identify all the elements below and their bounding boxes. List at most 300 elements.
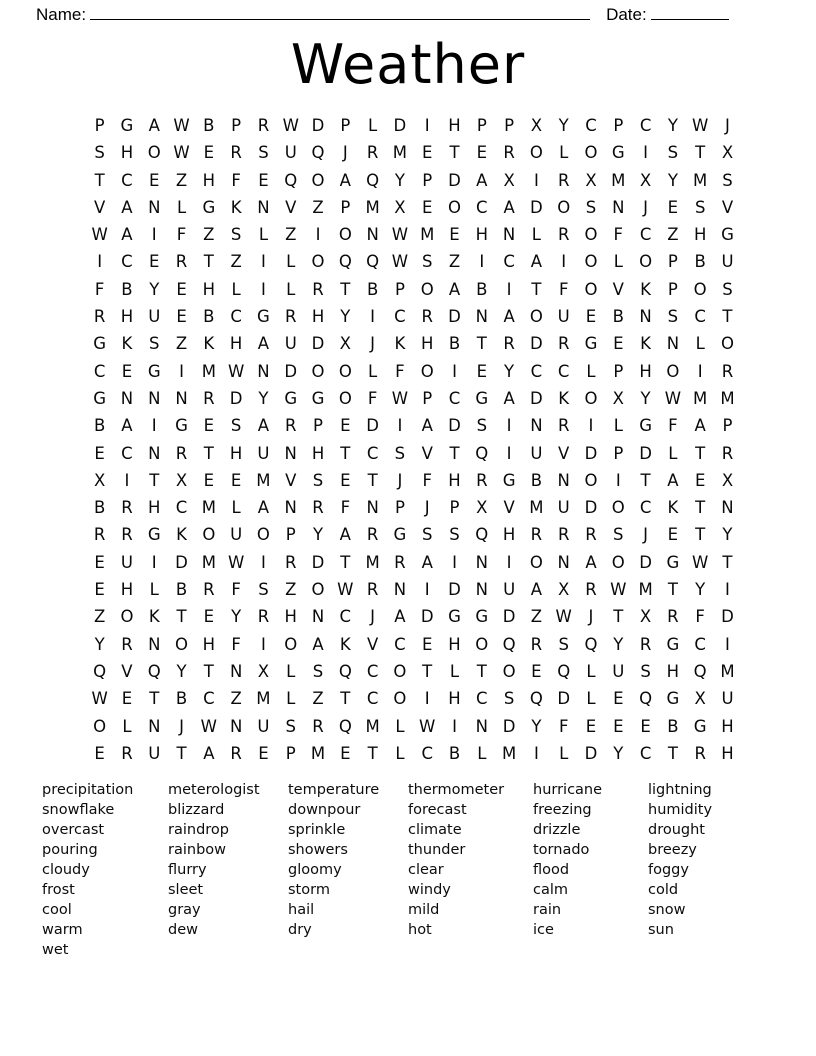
grid-cell[interactable]: C: [557, 361, 570, 381]
grid-cell[interactable]: D: [721, 607, 734, 627]
grid-cell[interactable]: O: [529, 143, 543, 163]
grid-cell[interactable]: E: [667, 525, 679, 545]
grid-cell[interactable]: L: [368, 361, 378, 381]
grid-cell[interactable]: A: [257, 498, 270, 518]
grid-cell[interactable]: I: [124, 470, 130, 490]
grid-cell[interactable]: W: [692, 552, 709, 572]
grid-cell[interactable]: N: [148, 388, 161, 408]
grid-cell[interactable]: T: [667, 580, 678, 600]
grid-cell[interactable]: A: [121, 416, 133, 436]
grid-cell[interactable]: G: [611, 143, 625, 163]
grid-cell[interactable]: S: [149, 334, 160, 354]
grid-cell[interactable]: G: [93, 334, 107, 354]
grid-cell[interactable]: S: [613, 525, 624, 545]
grid-cell[interactable]: R: [366, 580, 379, 600]
grid-cell[interactable]: H: [311, 443, 325, 463]
word-list-item[interactable]: hail: [288, 902, 315, 918]
grid-cell[interactable]: Y: [149, 279, 160, 299]
grid-cell[interactable]: O: [529, 552, 543, 572]
grid-cell[interactable]: G: [448, 607, 461, 627]
word-list-item[interactable]: thermometer: [408, 782, 505, 798]
grid-cell[interactable]: L: [231, 498, 241, 518]
word-list-item[interactable]: freezing: [533, 802, 592, 818]
grid-cell[interactable]: E: [421, 634, 433, 654]
grid-cell[interactable]: L: [613, 252, 623, 272]
grid-cell[interactable]: R: [257, 116, 270, 135]
grid-cell[interactable]: L: [368, 116, 378, 135]
grid-cell[interactable]: A: [530, 580, 543, 600]
grid-cell[interactable]: G: [475, 607, 489, 627]
grid-cell[interactable]: Q: [366, 170, 380, 190]
grid-cell[interactable]: E: [585, 716, 597, 736]
grid-cell[interactable]: P: [394, 279, 405, 299]
grid-cell[interactable]: S: [421, 525, 433, 545]
grid-cell[interactable]: R: [476, 470, 488, 490]
grid-cell[interactable]: D: [584, 443, 598, 463]
grid-cell[interactable]: Y: [531, 716, 542, 736]
grid-cell[interactable]: Q: [338, 661, 352, 681]
grid-cell[interactable]: U: [257, 443, 270, 463]
grid-cell[interactable]: L: [395, 743, 405, 763]
grid-cell[interactable]: M: [392, 143, 408, 163]
grid-cell[interactable]: O: [420, 361, 434, 381]
grid-cell[interactable]: C: [366, 689, 379, 709]
grid-cell[interactable]: P: [94, 116, 105, 135]
grid-cell[interactable]: O: [666, 361, 680, 381]
grid-cell[interactable]: G: [202, 197, 216, 217]
grid-cell[interactable]: P: [613, 361, 624, 381]
grid-cell[interactable]: A: [585, 552, 597, 572]
grid-cell[interactable]: J: [643, 525, 649, 545]
grid-cell[interactable]: W: [391, 252, 409, 272]
grid-cell[interactable]: C: [230, 307, 242, 327]
grid-cell[interactable]: D: [584, 498, 598, 518]
grid-cell[interactable]: W: [91, 225, 108, 245]
grid-cell[interactable]: I: [506, 279, 512, 299]
grid-cell[interactable]: I: [452, 552, 457, 572]
grid-cell[interactable]: T: [203, 443, 214, 463]
grid-cell[interactable]: H: [229, 443, 243, 463]
grid-cell[interactable]: P: [231, 116, 242, 135]
word-list-item[interactable]: hot: [408, 922, 432, 938]
grid-cell[interactable]: Q: [284, 170, 298, 190]
word-list-item[interactable]: gloomy: [288, 862, 342, 878]
grid-cell[interactable]: H: [448, 470, 461, 490]
grid-cell[interactable]: M: [201, 552, 216, 572]
grid-cell[interactable]: J: [643, 197, 649, 217]
grid-cell[interactable]: D: [448, 307, 461, 327]
grid-cell[interactable]: R: [175, 252, 188, 272]
word-list-item[interactable]: frost: [42, 882, 75, 898]
grid-cell[interactable]: E: [203, 607, 215, 627]
grid-cell[interactable]: O: [338, 388, 352, 408]
grid-cell[interactable]: H: [202, 279, 216, 299]
grid-cell[interactable]: S: [285, 716, 296, 736]
grid-cell[interactable]: O: [93, 716, 107, 736]
grid-cell[interactable]: A: [121, 225, 133, 245]
grid-cell[interactable]: M: [720, 661, 735, 681]
grid-cell[interactable]: D: [502, 716, 516, 736]
grid-cell[interactable]: X: [175, 470, 188, 490]
word-list-item[interactable]: cool: [42, 902, 72, 918]
grid-cell[interactable]: J: [588, 607, 594, 627]
grid-cell[interactable]: T: [176, 607, 187, 627]
grid-cell[interactable]: G: [147, 525, 161, 545]
grid-cell[interactable]: S: [640, 661, 651, 681]
grid-cell[interactable]: S: [394, 443, 406, 463]
grid-cell[interactable]: T: [340, 279, 351, 299]
grid-cell[interactable]: T: [449, 143, 460, 163]
grid-cell[interactable]: L: [559, 743, 569, 763]
grid-cell[interactable]: P: [285, 525, 296, 545]
grid-cell[interactable]: D: [530, 388, 543, 408]
grid-cell[interactable]: L: [286, 661, 296, 681]
grid-cell[interactable]: N: [284, 498, 297, 518]
grid-cell[interactable]: I: [151, 552, 157, 572]
grid-cell[interactable]: H: [120, 307, 134, 327]
grid-cell[interactable]: T: [695, 525, 706, 545]
grid-cell[interactable]: E: [421, 143, 433, 163]
grid-cell[interactable]: Q: [502, 634, 516, 654]
grid-cell[interactable]: F: [695, 607, 705, 627]
grid-cell[interactable]: K: [176, 525, 187, 545]
grid-cell[interactable]: T: [149, 689, 160, 709]
grid-cell[interactable]: D: [530, 334, 543, 354]
grid-cell[interactable]: K: [339, 634, 351, 654]
grid-cell[interactable]: W: [391, 225, 409, 245]
grid-cell[interactable]: T: [531, 279, 542, 299]
grid-cell[interactable]: W: [282, 116, 299, 135]
grid-cell[interactable]: C: [448, 388, 461, 408]
grid-cell[interactable]: R: [284, 552, 297, 572]
grid-cell[interactable]: A: [503, 197, 515, 217]
grid-cell[interactable]: H: [120, 143, 134, 163]
grid-cell[interactable]: S: [230, 225, 242, 245]
grid-cell[interactable]: O: [311, 580, 325, 600]
grid-cell[interactable]: L: [586, 661, 596, 681]
grid-cell[interactable]: E: [258, 170, 269, 190]
grid-cell[interactable]: T: [695, 443, 706, 463]
grid-cell[interactable]: I: [697, 361, 703, 381]
grid-cell[interactable]: K: [640, 279, 651, 299]
word-list-item[interactable]: thunder: [408, 842, 466, 858]
grid-cell[interactable]: W: [227, 552, 245, 572]
word-list-item[interactable]: drought: [648, 822, 705, 838]
grid-cell[interactable]: Z: [175, 170, 188, 190]
grid-cell[interactable]: R: [366, 525, 379, 545]
grid-cell[interactable]: A: [121, 197, 133, 217]
grid-cell[interactable]: N: [148, 634, 161, 654]
grid-cell[interactable]: A: [421, 552, 433, 572]
grid-cell[interactable]: L: [286, 279, 296, 299]
grid-cell[interactable]: L: [477, 743, 487, 763]
grid-cell[interactable]: U: [721, 689, 734, 709]
word-list-item[interactable]: rainbow: [168, 842, 226, 858]
grid-cell[interactable]: L: [449, 661, 460, 681]
grid-cell[interactable]: Y: [695, 580, 706, 600]
grid-cell[interactable]: O: [529, 307, 543, 327]
word-list-item[interactable]: drizzle: [533, 822, 581, 838]
grid-cell[interactable]: R: [421, 307, 433, 327]
grid-cell[interactable]: M: [365, 197, 380, 217]
grid-cell[interactable]: H: [639, 361, 652, 381]
grid-cell[interactable]: B: [448, 334, 461, 354]
word-list-item[interactable]: dry: [288, 922, 312, 938]
grid-cell[interactable]: Q: [529, 689, 543, 709]
grid-cell[interactable]: U: [148, 743, 161, 763]
grid-cell[interactable]: F: [558, 716, 569, 736]
word-list-item[interactable]: wet: [42, 942, 69, 958]
grid-cell[interactable]: V: [285, 197, 297, 217]
grid-cell[interactable]: O: [338, 361, 352, 381]
grid-cell[interactable]: D: [448, 580, 461, 600]
grid-cell[interactable]: D: [502, 607, 516, 627]
grid-cell[interactable]: C: [530, 361, 543, 381]
grid-cell[interactable]: R: [284, 307, 297, 327]
grid-cell[interactable]: R: [121, 743, 133, 763]
word-list-item[interactable]: windy: [408, 882, 451, 898]
grid-cell[interactable]: P: [394, 498, 405, 518]
grid-cell[interactable]: M: [365, 552, 380, 572]
grid-cell[interactable]: Q: [475, 525, 489, 545]
grid-cell[interactable]: Y: [558, 116, 569, 135]
grid-cell[interactable]: M: [529, 498, 544, 518]
grid-cell[interactable]: W: [337, 580, 354, 600]
grid-cell[interactable]: R: [585, 525, 597, 545]
grid-cell[interactable]: L: [668, 443, 678, 463]
grid-cell[interactable]: F: [231, 170, 241, 190]
grid-cell[interactable]: T: [695, 143, 706, 163]
grid-cell[interactable]: V: [421, 443, 433, 463]
grid-cell[interactable]: Y: [504, 361, 515, 381]
word-list-item[interactable]: lightning: [648, 782, 712, 798]
grid-cell[interactable]: K: [394, 334, 406, 354]
grid-cell[interactable]: X: [530, 116, 543, 135]
word-list-item[interactable]: gray: [168, 902, 201, 918]
grid-cell[interactable]: G: [175, 416, 188, 436]
grid-cell[interactable]: O: [584, 252, 598, 272]
grid-cell[interactable]: I: [533, 743, 539, 763]
grid-cell[interactable]: C: [366, 443, 379, 463]
grid-cell[interactable]: B: [175, 689, 188, 709]
grid-cell[interactable]: G: [257, 307, 270, 327]
grid-cell[interactable]: B: [203, 116, 215, 135]
grid-cell[interactable]: R: [175, 443, 188, 463]
grid-cell[interactable]: L: [586, 361, 596, 381]
grid-cell[interactable]: R: [121, 634, 133, 654]
grid-cell[interactable]: F: [668, 416, 678, 436]
grid-cell[interactable]: A: [694, 416, 706, 436]
grid-cell[interactable]: N: [366, 225, 379, 245]
grid-cell[interactable]: S: [558, 634, 569, 654]
grid-cell[interactable]: I: [315, 225, 321, 245]
grid-cell[interactable]: O: [420, 279, 434, 299]
grid-cell[interactable]: Y: [312, 525, 324, 545]
grid-cell[interactable]: H: [202, 170, 216, 190]
grid-cell[interactable]: G: [666, 634, 680, 654]
grid-cell[interactable]: H: [502, 525, 516, 545]
grid-cell[interactable]: R: [503, 334, 515, 354]
grid-cell[interactable]: O: [147, 143, 161, 163]
grid-cell[interactable]: B: [366, 279, 379, 299]
grid-cell[interactable]: A: [339, 525, 351, 545]
grid-cell[interactable]: J: [424, 498, 430, 518]
grid-cell[interactable]: N: [666, 334, 680, 354]
grid-cell[interactable]: S: [94, 143, 105, 163]
grid-cell[interactable]: Y: [613, 743, 624, 763]
grid-cell[interactable]: O: [720, 334, 734, 354]
grid-cell[interactable]: C: [503, 252, 515, 272]
grid-cell[interactable]: X: [694, 689, 706, 709]
grid-cell[interactable]: M: [420, 225, 435, 245]
grid-cell[interactable]: Y: [640, 388, 651, 408]
grid-cell[interactable]: C: [366, 661, 379, 681]
grid-cell[interactable]: R: [121, 525, 133, 545]
grid-cell[interactable]: U: [284, 334, 297, 354]
grid-cell[interactable]: P: [613, 116, 624, 135]
grid-cell[interactable]: R: [257, 607, 270, 627]
word-list-item[interactable]: tornado: [533, 842, 590, 858]
grid-cell[interactable]: I: [260, 552, 266, 572]
grid-cell[interactable]: O: [584, 279, 598, 299]
grid-cell[interactable]: I: [151, 225, 157, 245]
grid-cell[interactable]: I: [179, 361, 184, 381]
grid-cell[interactable]: O: [311, 252, 325, 272]
grid-cell[interactable]: A: [503, 388, 515, 408]
grid-cell[interactable]: K: [148, 607, 160, 627]
grid-cell[interactable]: F: [94, 279, 105, 299]
grid-cell[interactable]: O: [557, 197, 571, 217]
grid-cell[interactable]: E: [149, 170, 160, 190]
grid-cell[interactable]: E: [640, 716, 651, 736]
grid-cell[interactable]: L: [231, 279, 241, 299]
grid-cell[interactable]: E: [121, 361, 133, 381]
grid-cell[interactable]: M: [638, 580, 653, 600]
grid-cell[interactable]: U: [503, 580, 516, 600]
grid-cell[interactable]: G: [147, 361, 161, 381]
grid-cell[interactable]: E: [476, 361, 488, 381]
grid-cell[interactable]: N: [257, 361, 270, 381]
grid-cell[interactable]: P: [476, 116, 487, 135]
grid-cell[interactable]: E: [203, 143, 215, 163]
grid-cell[interactable]: D: [229, 388, 243, 408]
grid-cell[interactable]: G: [721, 225, 734, 245]
grid-cell[interactable]: I: [97, 252, 103, 272]
grid-cell[interactable]: J: [179, 716, 184, 736]
grid-cell[interactable]: I: [561, 252, 567, 272]
grid-cell[interactable]: O: [584, 225, 598, 245]
grid-cell[interactable]: C: [639, 498, 652, 518]
grid-cell[interactable]: N: [175, 388, 188, 408]
grid-cell[interactable]: W: [173, 143, 190, 163]
grid-cell[interactable]: B: [612, 307, 624, 327]
grid-cell[interactable]: R: [557, 416, 570, 436]
grid-cell[interactable]: D: [448, 416, 461, 436]
grid-cell[interactable]: R: [203, 388, 215, 408]
grid-cell[interactable]: S: [585, 197, 597, 217]
grid-cell[interactable]: N: [557, 470, 570, 490]
grid-cell[interactable]: A: [312, 634, 324, 654]
grid-cell[interactable]: F: [231, 634, 241, 654]
word-list-item[interactable]: showers: [288, 842, 348, 858]
grid-cell[interactable]: P: [422, 170, 433, 190]
grid-cell[interactable]: T: [340, 552, 351, 572]
grid-cell[interactable]: C: [639, 116, 652, 135]
grid-cell[interactable]: Z: [203, 225, 215, 245]
grid-cell[interactable]: S: [722, 170, 733, 190]
grid-cell[interactable]: P: [313, 416, 323, 436]
grid-cell[interactable]: U: [530, 443, 543, 463]
grid-cell[interactable]: A: [257, 416, 270, 436]
grid-cell[interactable]: H: [475, 225, 489, 245]
grid-cell[interactable]: N: [639, 307, 652, 327]
grid-cell[interactable]: E: [667, 197, 679, 217]
grid-cell[interactable]: L: [149, 580, 159, 600]
grid-cell[interactable]: X: [721, 143, 734, 163]
grid-cell[interactable]: W: [227, 361, 245, 381]
grid-cell[interactable]: C: [121, 170, 133, 190]
word-list-item[interactable]: downpour: [288, 802, 361, 818]
grid-cell[interactable]: Y: [94, 634, 105, 654]
grid-cell[interactable]: C: [694, 634, 706, 654]
grid-cell[interactable]: A: [476, 170, 488, 190]
grid-cell[interactable]: E: [94, 580, 105, 600]
grid-cell[interactable]: B: [476, 279, 488, 299]
grid-cell[interactable]: O: [693, 279, 707, 299]
grid-cell[interactable]: N: [229, 716, 243, 736]
grid-cell[interactable]: C: [121, 443, 133, 463]
grid-cell[interactable]: C: [476, 689, 488, 709]
grid-cell[interactable]: M: [201, 498, 216, 518]
grid-cell[interactable]: E: [94, 443, 105, 463]
grid-cell[interactable]: E: [94, 743, 105, 763]
grid-cell[interactable]: U: [557, 498, 570, 518]
grid-cell[interactable]: S: [258, 580, 269, 600]
grid-cell[interactable]: C: [394, 307, 406, 327]
word-list-item[interactable]: ice: [533, 922, 554, 938]
grid-cell[interactable]: S: [258, 143, 269, 163]
grid-cell[interactable]: F: [231, 580, 241, 600]
grid-cell[interactable]: H: [202, 634, 216, 654]
grid-cell[interactable]: B: [93, 416, 106, 436]
grid-cell[interactable]: H: [421, 334, 434, 354]
grid-cell[interactable]: E: [340, 416, 351, 436]
grid-cell[interactable]: W: [419, 716, 436, 736]
grid-cell[interactable]: T: [422, 661, 433, 681]
grid-cell[interactable]: F: [422, 470, 432, 490]
word-list-item[interactable]: raindrop: [168, 822, 229, 838]
grid-cell[interactable]: J: [370, 334, 376, 354]
grid-cell[interactable]: X: [503, 170, 515, 190]
grid-cell[interactable]: D: [639, 552, 652, 572]
grid-cell[interactable]: M: [720, 388, 735, 408]
grid-cell[interactable]: D: [366, 416, 379, 436]
grid-cell[interactable]: B: [121, 279, 133, 299]
grid-cell[interactable]: Q: [475, 443, 489, 463]
grid-cell[interactable]: N: [148, 443, 161, 463]
word-list-item[interactable]: climate: [408, 822, 462, 838]
grid-cell[interactable]: U: [284, 143, 297, 163]
grid-cell[interactable]: I: [260, 634, 266, 654]
grid-cell[interactable]: B: [448, 743, 461, 763]
grid-cell[interactable]: G: [393, 525, 407, 545]
grid-cell[interactable]: G: [639, 416, 652, 436]
grid-cell[interactable]: L: [286, 252, 296, 272]
grid-cell[interactable]: N: [148, 716, 161, 736]
grid-cell[interactable]: D: [557, 689, 571, 709]
grid-cell[interactable]: Q: [338, 716, 352, 736]
grid-cell[interactable]: Y: [613, 634, 624, 654]
